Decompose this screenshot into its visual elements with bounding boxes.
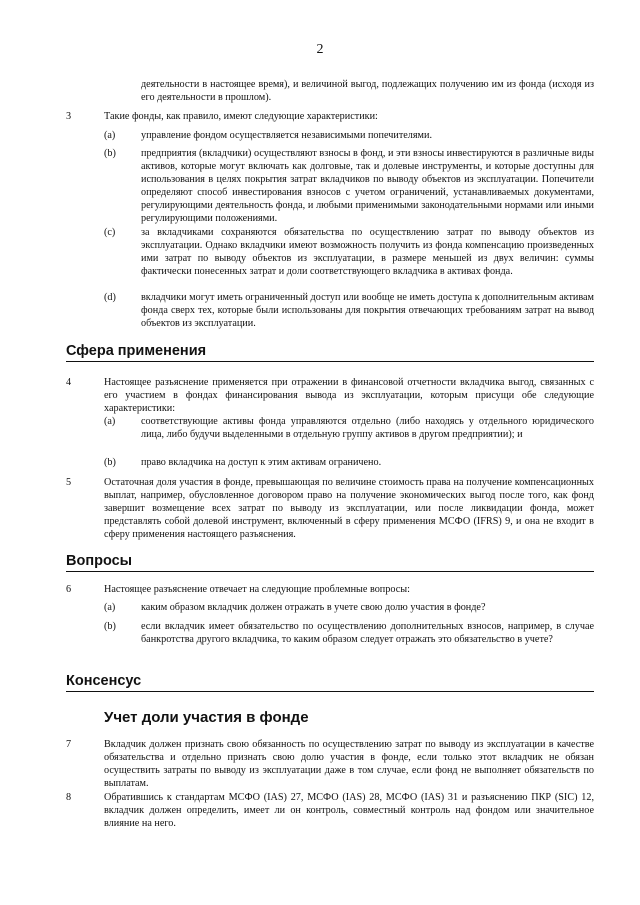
paragraph-text: Обратившись к стандартам МСФО (IAS) 27, МСФО (IAS) 28, МСФО (IAS) 31 и разъяснению ПКР (SIC) 12, вкладчик должен определить, имеет ли он контроль, совместный контроль над фондом или значительное влияние на него. [104,792,594,830]
list-item-label: (a) [104,130,116,141]
list-item-text: вкладчики могут иметь ограниченный доступ или вообще не иметь доступа к дополнительным активам фонда сверх тех, которые были использованы для покрытия отвечающих требованиям затрат на вывод объектов из эксплуатации. [141,292,594,330]
list-item-label: (a) [104,602,116,613]
paragraph-number: 7 [66,739,72,750]
list-item-label: (b) [104,148,116,159]
list-item-text: соответствующие активы фонда управляются отдельно (либо находясь у отдельного юридического лица, либо будучи выделенными в отдельную группу активов в другом предприятии); и [141,416,594,441]
section-heading-scope: Сфера применения [66,343,594,362]
paragraph-number: 3 [66,111,72,122]
list-item-text: управление фондом осуществляется независимыми попечителями. [141,130,433,141]
section-heading-consensus: Консенсус [66,673,594,692]
paragraph-number: 4 [66,377,72,388]
paragraph-number: 6 [66,584,72,595]
subsection-heading: Учет доли участия в фонде [104,709,309,726]
paragraph-text: Остаточная доля участия в фонде, превышающая по величине стоимость права на получение компенсационных выплат, например, обусловленное договором право на получение экономических выгод после того, как фонд завершит возмещение всех затрат по выводу из эксплуатации, или после ликвидации фонда, может представлять собой долевой инструмент, включенный в сферу применения МСФО (IFRS) 9, и она не входит в сферу применения настоящего разъяснения. [104,477,594,541]
list-item-label: (b) [104,621,116,632]
paragraph-number: 5 [66,477,72,488]
paragraph-number: 8 [66,792,72,803]
paragraph-text: Настоящее разъяснение отвечает на следующие проблемные вопросы: [104,584,410,595]
list-item-label: (b) [104,457,116,468]
paragraph-text: Настоящее разъяснение применяется при отражении в финансовой отчетности вкладчика выгод, связанных с его участием в фондах финансирования вывода из эксплуатации, которым присущи обе следующие характеристики: [104,377,594,415]
list-item-text: право вкладчика на доступ к этим активам ограничено. [141,457,382,468]
list-item-text: за вкладчиками сохраняются обязательства по осуществлению затрат по выводу объектов из эксплуатации. Однако вкладчики имеют возможность получить из фонда компенсацию произведенных ими затрат по выводу объектов из эксплуатации, в размере меньшей из двух величин: суммы фактически понесенных затрат и доли соответствующего вкладчика в активах фонда. [141,227,594,278]
paragraph-text: Такие фонды, как правило, имеют следующие характеристики: [104,111,378,122]
section-heading-issues: Вопросы [66,553,594,572]
paragraph-text: Вкладчик должен признать свою обязанность по осуществлению затрат по выводу из эксплуатации в качестве обязательства и отдельно признать свою долю участия в фонде, если только этот вкладчик не обязан осуществить затраты по выводу из эксплуатации даже в том случае, если фонд не выполняет обязательств по выплатам. [104,739,594,790]
list-item-text: предприятия (вкладчики) осуществляют взносы в фонд, и эти взносы инвестируются в различные виды активов, которые могут включать как долговые, так и долевые инструменты, и которые доступны для использования в целях покрытия затрат вкладчиков по выводу объектов из эксплуатации. Попечители определяют способ инвестирования взносов с учетом ограничений, устанавливаемых документами, регулирующими деятельность фонда, и любыми применимыми законодательными нормами или иными регулирующими положениями. [141,148,594,225]
list-item-label: (d) [104,292,116,303]
list-item-text: каким образом вкладчик должен отражать в учете свою долю участия в фонде? [141,602,486,613]
list-item-label: (a) [104,416,116,427]
list-item-text: если вкладчик имеет обязательство по осуществлению дополнительных взносов, например, в случае банкротства другого вкладчика, то каким образом следует отражать это обязательство в учете? [141,621,594,646]
list-item-label: (c) [104,227,116,238]
page-number: 2 [316,42,324,57]
intro-continuation: деятельности в настоящее время), и величиной выгод, подлежащих получению им из фонда (исходя из его деятельности в прошлом). [141,79,594,104]
